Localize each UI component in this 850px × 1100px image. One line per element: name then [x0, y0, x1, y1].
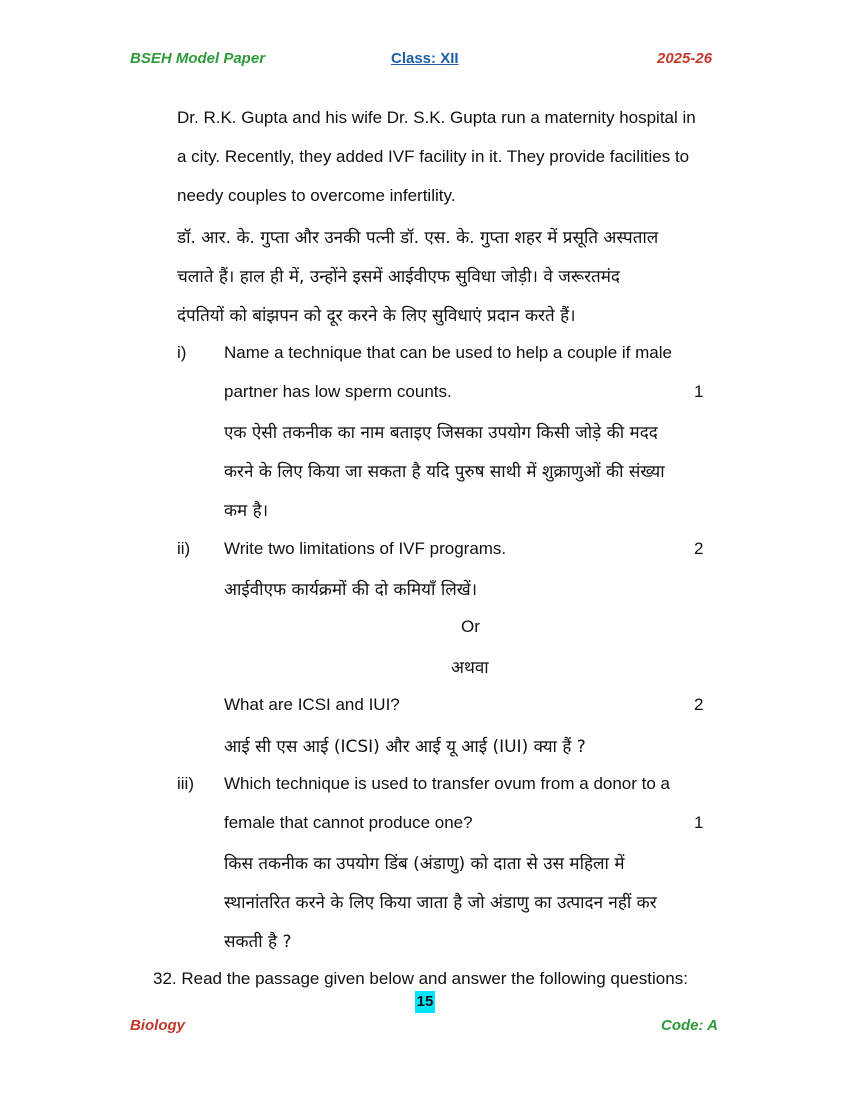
question-3-hi-line-2: स्थानांतरित करने के लिए किया जाता है जो अंडाणु का उत्पादन नहीं कर: [224, 893, 657, 913]
question-1-hi-line-2: करने के लिए किया जा सकता है यदि पुरुष साथी में शुक्राणुओं की संख्या: [224, 462, 665, 482]
question-2-alt-hi: आई सी एस आई (ICSI) और आई यू आई (IUI) क्या हैं ?: [224, 737, 586, 757]
question-1-marks: 1: [694, 382, 704, 401]
question-2-alt-marks: 2: [694, 695, 704, 714]
passage-hi-line-1: डॉ. आर. के. गुप्ता और उनकी पत्नी डॉ. एस. के. गुप्ता शहर में प्रसूति अस्पताल: [177, 228, 659, 248]
question-1-en-line-2: partner has low sperm counts.: [224, 382, 452, 401]
question-1-en-line-1: Name a technique that can be used to help a couple if male: [224, 343, 672, 362]
passage-en-line-3: needy couples to overcome infertility.: [177, 186, 456, 205]
footer-code: Code: A: [661, 1017, 718, 1034]
question-3-en-line-2: female that cannot produce one?: [224, 813, 473, 832]
header-class-link[interactable]: Class: XII: [391, 50, 459, 67]
or-hi: अथवा: [451, 658, 489, 678]
or-en: Or: [461, 617, 480, 636]
question-2-en: Write two limitations of IVF programs.: [224, 539, 507, 558]
page-number: 15: [415, 991, 435, 1013]
passage-en-line-1: Dr. R.K. Gupta and his wife Dr. S.K. Gupta run a maternity hospital in: [177, 108, 696, 127]
header-year: 2025-26: [657, 50, 713, 67]
header-paper-title: BSEH Model Paper: [130, 50, 266, 67]
footer-subject: Biology: [130, 1017, 185, 1034]
question-3-hi-line-3: सकती है ?: [224, 932, 292, 952]
question-3-en-line-1: Which technique is used to transfer ovum from a donor to a: [224, 774, 671, 793]
question-3-hi-line-1: किस तकनीक का उपयोग डिंब (अंडाणु) को दाता से उस महिला में: [224, 854, 625, 874]
question-1-hi-line-3: कम है।: [224, 501, 269, 521]
question-3-marks: 1: [694, 813, 704, 832]
passage-hi-line-3: दंपतियों को बांझपन को दूर करने के लिए सुविधाएं प्रदान करते हैं।: [177, 306, 576, 326]
question-1-number: i): [177, 343, 187, 362]
question-2-alt-en: What are ICSI and IUI?: [224, 695, 400, 714]
passage-en-line-2: a city. Recently, they added IVF facility in it. They provide facilities to: [177, 147, 690, 166]
question-32: 32. Read the passage given below and answer the following questions:: [153, 969, 688, 988]
question-2-marks: 2: [694, 539, 704, 558]
passage-hi-line-2: चलाते हैं। हाल ही में, उन्होंने इसमें आईवीएफ सुविधा जोड़ी। वे जरूरतमंद: [177, 267, 620, 287]
question-2-hi: आईवीएफ कार्यक्रमों की दो कमियाँ लिखें।: [224, 580, 478, 600]
question-2-number: ii): [177, 539, 191, 558]
question-3-number: iii): [177, 774, 194, 793]
question-1-hi-line-1: एक ऐसी तकनीक का नाम बताइए जिसका उपयोग किसी जोड़े की मदद: [224, 423, 658, 443]
